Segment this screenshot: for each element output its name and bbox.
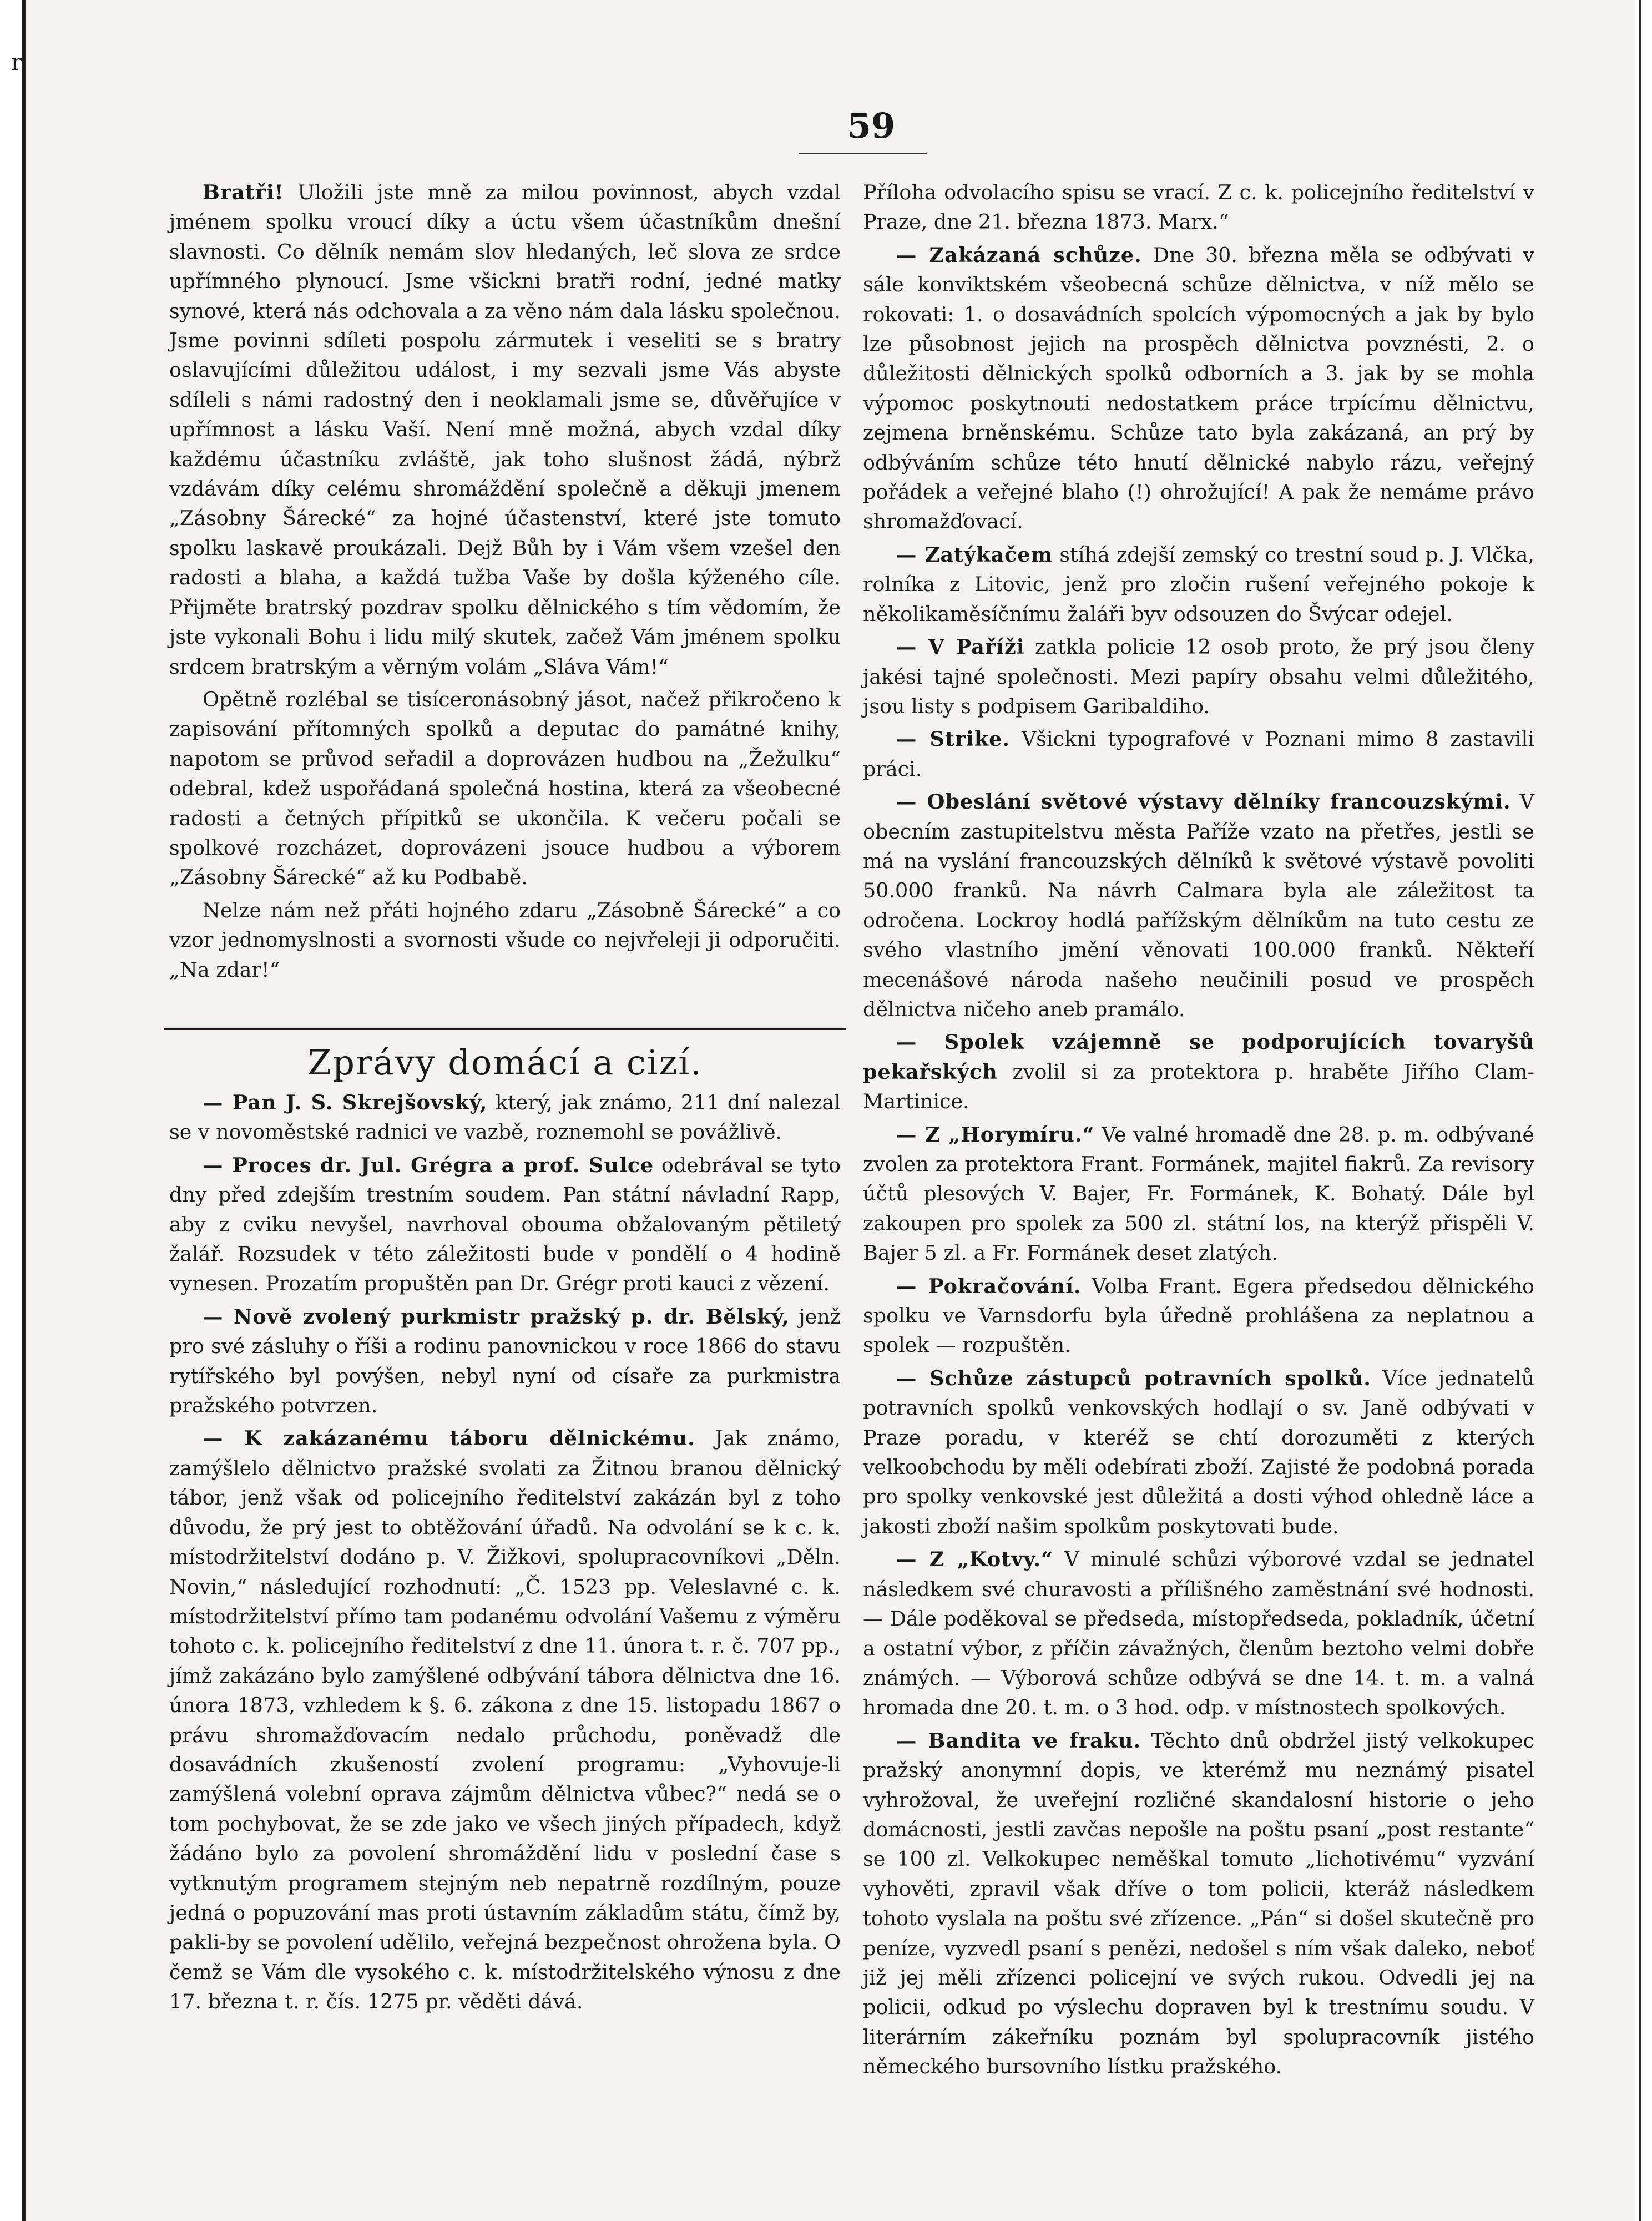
right-column (863, 178, 1534, 2082)
news-item (169, 1150, 841, 1299)
section-divider (164, 1028, 846, 1030)
news-item (169, 1088, 841, 1147)
news-text: Jak známo, zamýšlelo dělnictvo pražské svolati za Žitnou branou dělnický tábor, jenž však od policejního ředitelství zakázán byl z toho důvodu, že prý jest to obtěžování úřadů. Na odvolání se k c. k. místodržitelství dodáno p. V. Žižkovi, spolupracovníkovi „Děln. Novin,“ následující rozhodnutí: „Č. 1523 pp. Veleslavné c. k. místodržitelství přímo tam podanému odvolání Vašemu z výměru tohoto c. k. policejního ředitelství z dne 11. února t. r. č. 707 pp., jímž zakázáno bylo zamýšlené odbývání tábora dělnictva dne 16. února 1873, vzhledem k §. 6. zákona z dne 15. listopadu 1867 o právu shromažďovacím nedalo průchodu, poněvadž dle dosavádních zkušeností zvolení programu: „Vyhovuje-li zamýšlená volební oprava zájmům dělnictva vůbec?“ nedá se o tom pochybovat, že se zde jako ve všech jiných případech, když žádáno bylo za povolení shromáždění lidu v poslední čase s vytknutým programem stejným neb nepatrně rozdílným, pouze jedná o popuzování mas proti ústavním základům státu, čímž by, pakli-by se povolení udělilo, veřejná bezpečnost ohrožena byla. O čemž se Vám dle vysokého c. k. místodržitelského výnosu z dne 17. března t. r. čís. 1275 pr. věděti dává. (169, 1426, 841, 2014)
news-text: Dne 30. března měla se odbývati v sále konviktském všeobecná schůze dělnictva, v níž mělo se rokovati: 1. o dosavádních spolcích výpomocných a jak by bylo lze působnost jejich na prospěch dělnictva povznésti, 2. o důležitosti dělnických spolků odborních a 3. jak by se mohla výpomoc poskytnouti nedostatkem práce trpícímu dělnictvu, zejmena brněnskému. Schůze tato byla zakázaná, an prý by odbýváním schůze této hnutí dělnické nabylo rázu, veřejný pořádek a veřejné blaho (!) ohrožující! A pak že nemáme právo shromažďovací. (863, 243, 1534, 534)
paragraph-text: Opětně rozlébal se tisíceronásobný jásot, načež přikročeno k zapisování přítomných spolků a deputac do památné knihy, napotom se průvod seřadil a doprovázen hudbou na „Žežulku“ odebral, kdež uspořádaná společná hostina, která za všeobecné radosti a četných přípitků se ukončila. K večeru počali se spolkové rozcházet, doprovázeni jsouce hudbou a výborem „Zásobny Šárecké“ až ku Podbabě. (169, 687, 841, 890)
news-text: Ve valné hromadě dne 28. p. m. odbývané zvolen za protektora Frant. Formánek, majitel fiakrů. Za revisory účtů plesových V. Bajer, Fr. Formánek, K. Bohatý. Dále byl zakoupen pro spolek za 500 zl. státní los, na kterýž přispěli V. Bajer 5 zl. a Fr. Formánek deset zlatých. (863, 1122, 1535, 1265)
news-text: zatkla policie 12 osob proto, že prý jsou členy jakési tajné společnosti. Mezi papíry obsahu velmi důležitého, jsou listy s podpisem Garibaldiho. (863, 635, 1534, 718)
news-item (863, 632, 1534, 721)
news-lead: — Strike. (896, 727, 1011, 751)
news-lead: — Z „Horymíru.“ (896, 1122, 1095, 1147)
left-news-column (169, 1088, 841, 2017)
news-lead: — Nově zvolený purkmistr pražský p. dr. Bělský, (203, 1304, 790, 1329)
news-item (863, 1726, 1534, 2082)
paragraph (169, 896, 841, 985)
news-text: V obecním zastupitelstvu města Paříže vzato na přetřes, jestli se má na vyslání francouzských dělníků k světové výstavě povoliti 50.000 franků. Na návrh Calmara byla ale záležitost ta odročena. Lockroy hodlá pařížským dělníkům na tuto cestu ze svého vlastního jmění věnovati 100.000 franků. Někteří mecenášové národa našeho neučinili posud ve prospěch dělnictva ničeho aneb pramálo. (863, 790, 1534, 1021)
news-lead: — Pan J. S. Skrejšovský, (203, 1091, 488, 1114)
paragraph-text: Nelze nám než přáti hojného zdaru „Zásobně Šárecké“ a co vzor jednomyslnosti a svornosti všude co nejvřeleji ji odporučiti. „Na zdar!“ (169, 898, 841, 982)
news-lead: — Z „Kotvy.“ (896, 1547, 1054, 1572)
paragraph-text: Uložili jste mně za milou povinnost, abych vzdal jménem spolku vroucí díky a úctu všem účastníkům dnešní slavnosti. Co dělník nemám slov hledaných, leč slova ze srdce upřímného plynoucí. Jsme všickni bratři rodní, jedné matky synové, která nás odchovala a za věno nám dala lásku společnou. Jsme povinni sdíleti pospolu zármutek i veseliti se s bratry oslavujícími důležitou událost, i my sezvali jsme Vás abyste sdíleli s námi radostný den i neoklamali jsme se, důvěřujíce v upřímnost a lásku Vaší. Není mně možná, abych vzdal díky každému účastníku zvláště, jak toho slušnost žádá, nýbrž vzdávám díky celému shromáždění společně a děkuji jmenem „Zásobny Šárecké“ za hojné účastenství, které jste tomuto spolku laskavě proukázali. Dejž Bůh by i Vám všem vzešel den radosti a blaha, a každá tužba Vaše by došla kýženého cíle. Přijměte bratrský pozdrav spolku dělnického s tím vědomím, že jste vykonali Bohu i lidu milý skutek, začež Vám jménem spolku srdcem bratrským a věrným volám „Sláva Vám!“ (169, 180, 841, 679)
margin-mark: r (11, 50, 22, 75)
news-text: Volba Frant. Egera předsedou dělnického spolku ve Varnsdorfu byla úředně prohlášena za neplatnou a spolek — rozpuštěn. (863, 1274, 1534, 1357)
news-text: který, jak známo, 211 dní nalezal se v novoměstské radnici ve vazbě, roznemohl se povážlivě. (169, 1091, 841, 1144)
news-item (169, 1302, 841, 1421)
news-lead: — Proces dr. Jul. Grégra a prof. Sulce (203, 1153, 654, 1177)
news-item (863, 1027, 1534, 1116)
news-lead: — K zakázanému táboru dělnickému. (203, 1426, 695, 1451)
news-text: Všickni typografové v Poznani mimo 8 zastavili práci. (863, 727, 1534, 781)
news-lead: — V Paříži (896, 635, 1025, 659)
news-item (863, 1544, 1534, 1722)
news-item (863, 1364, 1534, 1541)
news-item (863, 540, 1534, 629)
news-item (863, 724, 1534, 784)
right-edge-border (1639, 0, 1649, 2221)
section-heading: Zprávy domácí a cizí. (307, 1042, 703, 1083)
news-text: odebrával se tyto dny před zdejším trestním soudem. Pan státní návladní Rapp, aby z cviku nevyšel, navrhoval obouma obžalovaným pětiletý žalář. Rozsudek v této záležitosti bude v pondělí o 4 hodině vynesen. Prozatím propuštěn pan Dr. Grégr proti kauci z vězení. (169, 1153, 841, 1296)
news-item (863, 240, 1534, 537)
news-text: Těchto dnů obdržel jistý velkokupec pražský anonymní dopis, ve kterémž mu neznámý pisatel vyhrožoval, že uveřejní rozličné skandalosní historie o jeho domácnosti, jestli zavčas nepošle na poštu psaní „post restante“ se 100 zl. Velkokupec neměškal tomuto „lichotivému“ vyzvání vyhověti, zpravil však dříve o tom policii, kteráž následkem tohoto vyslala na poštu své zřízence. „Pán“ si došel skutečně pro peníze, vyzvedl psaní s penězi, nedošel s ním však daleko, neboť již jej měli zřízenci policejní ve svých rukou. Odvedli jej na policii, odkud po výslechu dopraven byl k trestnímu soudu. V literárním zákeřníku poznám byl spolupracovník jistého německého bursovního lístku pražského. (863, 1728, 1534, 2079)
paragraph (169, 178, 841, 682)
news-text: stíhá zdejší zemský co trestní soud p. J. Vlčka, rolníka z Litovic, jenž pro zločin rušení veřejného pokoje k několikaměsíčnímu žaláři byv odsouzen do Švýcar odejel. (863, 542, 1534, 626)
news-lead: — Bandita ve fraku. (896, 1728, 1141, 1753)
news-item (863, 787, 1534, 1024)
paragraph (169, 685, 841, 892)
news-lead: — Zatýkačem (896, 542, 1053, 567)
news-item (863, 1120, 1534, 1268)
page-number-rule (799, 153, 927, 154)
news-lead: — Obeslání světové výstavy dělníky francouzskými. (896, 790, 1511, 814)
left-column (169, 178, 841, 985)
news-item (863, 1271, 1534, 1360)
page-number: 59 (847, 105, 896, 146)
news-text: Více jednatelů potravních spolků venkovských hodlají o sv. Janě odbývati v Praze poradu, v kteréž se chtí dorozuměti z kterých velkoobchodu by měli odebírati zboží. Zajisté že podobná porada pro spolky venkovské jest důležitá a dosti výhod ohledně láce a jakosti zboží našim spolkům poskytovati bude. (863, 1366, 1535, 1538)
news-lead: — Pokračování. (896, 1274, 1082, 1298)
news-item (169, 1424, 841, 2016)
news-text: jenž pro své zásluhy o říši a rodinu panovnickou v roce 1866 do stavu rytířského byl povýšen, nebyl nyní od císaře za purkmistra pražského potvrzen. (169, 1304, 841, 1418)
news-item (863, 178, 1534, 237)
paragraph-lead: Bratři! (203, 180, 284, 204)
news-lead: — Zakázaná schůze. (896, 243, 1142, 267)
news-lead: — Spolek vzájemně se podporujících tovaryšů pekařských (863, 1030, 1534, 1084)
news-text: Příloha odvolacího spisu se vrací. Z c. k. policejního ředitelství v Praze, dne 21. března 1873. Marx.“ (863, 180, 1534, 234)
news-lead: — Schůze zástupců potravních spolků. (896, 1366, 1371, 1390)
news-text: zvolil si za protektora p. hraběte Jiřího Clam-Martinice. (863, 1059, 1534, 1114)
news-text: V minulé schůzi výborové vzdal se jednatel následkem své churavosti a přílišného zaměstnání své hodnosti. — Dále poděkoval se předseda, místopředseda, pokladník, účetní a ostatní výbor, z příčin závažných, členům beztoho velmi dobře známých. — Výborová schůze odbývá se dne 14. t. m. a valná hromada dne 20. t. m. o 3 hod. odp. v místnostech spolkových. (863, 1547, 1534, 1720)
